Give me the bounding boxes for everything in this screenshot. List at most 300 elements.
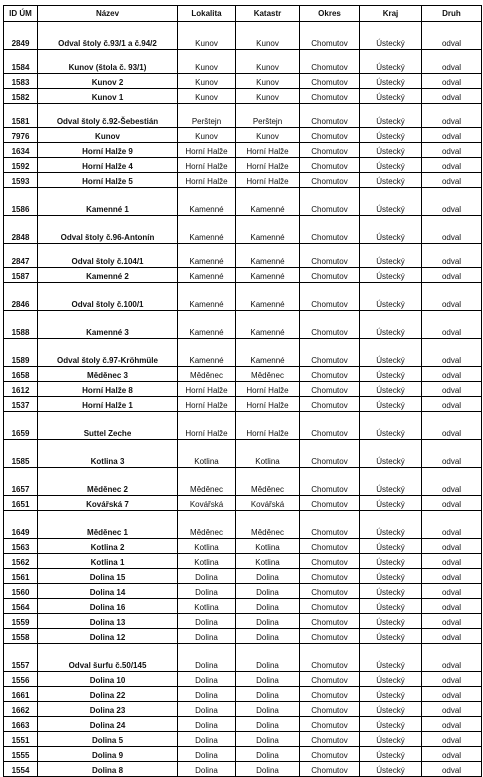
cell-kraj: Ústecký xyxy=(360,569,422,584)
cell-katastr: Kunov xyxy=(236,74,300,89)
cell-okres: Chomutov xyxy=(300,50,360,74)
table-row xyxy=(4,732,482,747)
cell-katastr: Horní Halže xyxy=(236,412,300,440)
cell-kraj: Ústecký xyxy=(360,629,422,644)
cell-okres: Chomutov xyxy=(300,584,360,599)
cell-kraj: Ústecký xyxy=(360,511,422,539)
cell-kraj: Ústecký xyxy=(360,599,422,614)
cell-id: 1583 xyxy=(4,74,38,89)
cell-kraj: Ústecký xyxy=(360,539,422,554)
cell-id: 1556 xyxy=(4,672,38,687)
cell-kraj: Ústecký xyxy=(360,339,422,367)
cell-druh: odval xyxy=(422,128,482,143)
cell-druh: odval xyxy=(422,599,482,614)
cell-katastr: Kamenné xyxy=(236,188,300,216)
cell-id: 1581 xyxy=(4,104,38,128)
table-row xyxy=(4,216,482,244)
table-row xyxy=(4,539,482,554)
cell-druh: odval xyxy=(422,762,482,777)
cell-katastr: Dolina xyxy=(236,599,300,614)
cell-id: 1649 xyxy=(4,511,38,539)
cell-nazev: Dolina 22 xyxy=(38,687,178,702)
cell-katastr: Kunov xyxy=(236,128,300,143)
cell-kraj: Ústecký xyxy=(360,717,422,732)
cell-lokalita: Měděnec xyxy=(178,367,236,382)
cell-druh: odval xyxy=(422,687,482,702)
cell-katastr: Kunov xyxy=(236,89,300,104)
cell-nazev: Kunov (štola č. 93/1) xyxy=(38,50,178,74)
cell-id: 1661 xyxy=(4,687,38,702)
column-header-id: ID ÚM xyxy=(4,6,38,22)
cell-katastr: Kamenné xyxy=(236,244,300,268)
cell-id: 2849 xyxy=(4,22,38,50)
cell-id: 1662 xyxy=(4,702,38,717)
cell-nazev: Dolina 9 xyxy=(38,747,178,762)
column-header-okres: Okres xyxy=(300,6,360,22)
cell-lokalita: Horní Halže xyxy=(178,412,236,440)
cell-okres: Chomutov xyxy=(300,22,360,50)
cell-kraj: Ústecký xyxy=(360,762,422,777)
cell-id: 1592 xyxy=(4,158,38,173)
cell-okres: Chomutov xyxy=(300,717,360,732)
cell-lokalita: Kamenné xyxy=(178,188,236,216)
cell-nazev: Suttel Zeche xyxy=(38,412,178,440)
cell-nazev: Dolina 8 xyxy=(38,762,178,777)
cell-nazev: Dolina 23 xyxy=(38,702,178,717)
cell-kraj: Ústecký xyxy=(360,104,422,128)
cell-kraj: Ústecký xyxy=(360,440,422,468)
table-row xyxy=(4,644,482,672)
table-row xyxy=(4,629,482,644)
column-header-nazev: Název xyxy=(38,6,178,22)
cell-druh: odval xyxy=(422,216,482,244)
cell-kraj: Ústecký xyxy=(360,173,422,188)
column-header-druh: Druh xyxy=(422,6,482,22)
cell-okres: Chomutov xyxy=(300,283,360,311)
cell-okres: Chomutov xyxy=(300,732,360,747)
cell-lokalita: Kunov xyxy=(178,22,236,50)
cell-okres: Chomutov xyxy=(300,173,360,188)
cell-okres: Chomutov xyxy=(300,89,360,104)
cell-id: 1634 xyxy=(4,143,38,158)
cell-lokalita: Kunov xyxy=(178,89,236,104)
cell-katastr: Kamenné xyxy=(236,339,300,367)
cell-lokalita: Horní Halže xyxy=(178,397,236,412)
cell-okres: Chomutov xyxy=(300,569,360,584)
cell-katastr: Kunov xyxy=(236,50,300,74)
cell-kraj: Ústecký xyxy=(360,367,422,382)
cell-katastr: Měděnec xyxy=(236,468,300,496)
data-table xyxy=(3,5,482,777)
cell-druh: odval xyxy=(422,672,482,687)
table-row xyxy=(4,74,482,89)
cell-id: 7976 xyxy=(4,128,38,143)
cell-id: 1588 xyxy=(4,311,38,339)
cell-katastr: Dolina xyxy=(236,762,300,777)
cell-katastr: Kamenné xyxy=(236,283,300,311)
table-row xyxy=(4,614,482,629)
cell-druh: odval xyxy=(422,339,482,367)
cell-kraj: Ústecký xyxy=(360,158,422,173)
cell-kraj: Ústecký xyxy=(360,554,422,569)
table-row xyxy=(4,599,482,614)
cell-lokalita: Kotlina xyxy=(178,539,236,554)
cell-katastr: Kunov xyxy=(236,22,300,50)
cell-kraj: Ústecký xyxy=(360,382,422,397)
cell-lokalita: Dolina xyxy=(178,702,236,717)
cell-id: 1658 xyxy=(4,367,38,382)
cell-katastr: Kotlina xyxy=(236,440,300,468)
cell-nazev: Dolina 16 xyxy=(38,599,178,614)
cell-nazev: Odval štoly č.100/1 xyxy=(38,283,178,311)
cell-okres: Chomutov xyxy=(300,539,360,554)
cell-katastr: Kamenné xyxy=(236,311,300,339)
cell-lokalita: Kamenné xyxy=(178,339,236,367)
cell-id: 1537 xyxy=(4,397,38,412)
cell-nazev: Horní Halže 4 xyxy=(38,158,178,173)
cell-katastr: Dolina xyxy=(236,747,300,762)
cell-id: 2846 xyxy=(4,283,38,311)
cell-okres: Chomutov xyxy=(300,128,360,143)
cell-nazev: Kotlina 1 xyxy=(38,554,178,569)
column-header-kraj: Kraj xyxy=(360,6,422,22)
cell-okres: Chomutov xyxy=(300,216,360,244)
cell-lokalita: Měděnec xyxy=(178,511,236,539)
cell-okres: Chomutov xyxy=(300,104,360,128)
cell-lokalita: Dolina xyxy=(178,717,236,732)
cell-nazev: Kamenné 2 xyxy=(38,268,178,283)
cell-id: 1587 xyxy=(4,268,38,283)
cell-katastr: Dolina xyxy=(236,732,300,747)
cell-druh: odval xyxy=(422,629,482,644)
cell-okres: Chomutov xyxy=(300,554,360,569)
cell-id: 1585 xyxy=(4,440,38,468)
table-row xyxy=(4,554,482,569)
cell-katastr: Kovářská xyxy=(236,496,300,511)
cell-okres: Chomutov xyxy=(300,188,360,216)
cell-id: 1582 xyxy=(4,89,38,104)
cell-lokalita: Kotlina xyxy=(178,554,236,569)
cell-lokalita: Kunov xyxy=(178,50,236,74)
cell-okres: Chomutov xyxy=(300,702,360,717)
cell-lokalita: Kotlina xyxy=(178,440,236,468)
cell-katastr: Horní Halže xyxy=(236,143,300,158)
table-row xyxy=(4,702,482,717)
cell-katastr: Horní Halže xyxy=(236,158,300,173)
cell-druh: odval xyxy=(422,283,482,311)
cell-druh: odval xyxy=(422,412,482,440)
cell-id: 1584 xyxy=(4,50,38,74)
cell-okres: Chomutov xyxy=(300,440,360,468)
cell-lokalita: Kamenné xyxy=(178,216,236,244)
cell-okres: Chomutov xyxy=(300,397,360,412)
cell-id: 1555 xyxy=(4,747,38,762)
table-row xyxy=(4,268,482,283)
cell-nazev: Dolina 15 xyxy=(38,569,178,584)
cell-druh: odval xyxy=(422,440,482,468)
cell-druh: odval xyxy=(422,104,482,128)
table-row xyxy=(4,382,482,397)
table-row xyxy=(4,397,482,412)
cell-katastr: Dolina xyxy=(236,629,300,644)
cell-okres: Chomutov xyxy=(300,244,360,268)
cell-okres: Chomutov xyxy=(300,747,360,762)
cell-kraj: Ústecký xyxy=(360,732,422,747)
cell-katastr: Kotlina xyxy=(236,539,300,554)
cell-kraj: Ústecký xyxy=(360,311,422,339)
cell-id: 1589 xyxy=(4,339,38,367)
cell-kraj: Ústecký xyxy=(360,412,422,440)
table-row xyxy=(4,496,482,511)
cell-katastr: Dolina xyxy=(236,569,300,584)
cell-nazev: Horní Halže 5 xyxy=(38,173,178,188)
cell-okres: Chomutov xyxy=(300,762,360,777)
cell-katastr: Dolina xyxy=(236,584,300,599)
cell-druh: odval xyxy=(422,614,482,629)
cell-kraj: Ústecký xyxy=(360,687,422,702)
cell-katastr: Horní Halže xyxy=(236,173,300,188)
cell-id: 1659 xyxy=(4,412,38,440)
cell-druh: odval xyxy=(422,158,482,173)
cell-kraj: Ústecký xyxy=(360,188,422,216)
cell-kraj: Ústecký xyxy=(360,268,422,283)
cell-lokalita: Kunov xyxy=(178,74,236,89)
cell-okres: Chomutov xyxy=(300,367,360,382)
cell-okres: Chomutov xyxy=(300,339,360,367)
cell-okres: Chomutov xyxy=(300,672,360,687)
column-header-lokalita: Lokalita xyxy=(178,6,236,22)
cell-id: 1612 xyxy=(4,382,38,397)
cell-nazev: Odval štoly č.96-Antonín xyxy=(38,216,178,244)
cell-druh: odval xyxy=(422,554,482,569)
cell-druh: odval xyxy=(422,511,482,539)
cell-nazev: Kunov xyxy=(38,128,178,143)
cell-druh: odval xyxy=(422,173,482,188)
cell-druh: odval xyxy=(422,496,482,511)
table-row xyxy=(4,188,482,216)
cell-lokalita: Dolina xyxy=(178,672,236,687)
cell-kraj: Ústecký xyxy=(360,672,422,687)
cell-kraj: Ústecký xyxy=(360,216,422,244)
cell-lokalita: Dolina xyxy=(178,584,236,599)
cell-lokalita: Horní Halže xyxy=(178,173,236,188)
cell-okres: Chomutov xyxy=(300,268,360,283)
table-row xyxy=(4,687,482,702)
cell-lokalita: Perštejn xyxy=(178,104,236,128)
cell-nazev: Měděnec 2 xyxy=(38,468,178,496)
cell-druh: odval xyxy=(422,539,482,554)
cell-katastr: Dolina xyxy=(236,644,300,672)
cell-druh: odval xyxy=(422,732,482,747)
cell-druh: odval xyxy=(422,569,482,584)
cell-katastr: Kamenné xyxy=(236,268,300,283)
cell-okres: Chomutov xyxy=(300,496,360,511)
cell-id: 1560 xyxy=(4,584,38,599)
cell-kraj: Ústecký xyxy=(360,614,422,629)
cell-nazev: Odval štoly č.97-Kröhmüle xyxy=(38,339,178,367)
cell-lokalita: Dolina xyxy=(178,687,236,702)
cell-id: 1663 xyxy=(4,717,38,732)
table-body xyxy=(4,22,482,777)
table-row xyxy=(4,440,482,468)
table-row xyxy=(4,50,482,74)
table-row xyxy=(4,367,482,382)
cell-katastr: Měděnec xyxy=(236,367,300,382)
cell-kraj: Ústecký xyxy=(360,702,422,717)
cell-nazev: Kunov 1 xyxy=(38,89,178,104)
cell-druh: odval xyxy=(422,382,482,397)
cell-id: 1593 xyxy=(4,173,38,188)
cell-katastr: Dolina xyxy=(236,614,300,629)
cell-id: 1563 xyxy=(4,539,38,554)
cell-katastr: Dolina xyxy=(236,702,300,717)
cell-lokalita: Dolina xyxy=(178,629,236,644)
cell-lokalita: Dolina xyxy=(178,614,236,629)
cell-okres: Chomutov xyxy=(300,687,360,702)
cell-okres: Chomutov xyxy=(300,629,360,644)
cell-druh: odval xyxy=(422,702,482,717)
cell-okres: Chomutov xyxy=(300,158,360,173)
cell-kraj: Ústecký xyxy=(360,468,422,496)
table-row xyxy=(4,762,482,777)
cell-kraj: Ústecký xyxy=(360,22,422,50)
table-row xyxy=(4,569,482,584)
cell-druh: odval xyxy=(422,468,482,496)
cell-druh: odval xyxy=(422,717,482,732)
table-row xyxy=(4,412,482,440)
cell-lokalita: Kamenné xyxy=(178,283,236,311)
table-row xyxy=(4,22,482,50)
header-row xyxy=(4,6,482,22)
cell-id: 2848 xyxy=(4,216,38,244)
cell-nazev: Odval štoly č.92-Šebestián xyxy=(38,104,178,128)
cell-nazev: Kotlina 3 xyxy=(38,440,178,468)
cell-id: 1551 xyxy=(4,732,38,747)
cell-id: 1554 xyxy=(4,762,38,777)
cell-kraj: Ústecký xyxy=(360,496,422,511)
table-row xyxy=(4,173,482,188)
table-row xyxy=(4,89,482,104)
cell-nazev: Dolina 10 xyxy=(38,672,178,687)
cell-druh: odval xyxy=(422,143,482,158)
cell-id: 1561 xyxy=(4,569,38,584)
cell-katastr: Měděnec xyxy=(236,511,300,539)
cell-lokalita: Horní Halže xyxy=(178,143,236,158)
cell-lokalita: Měděnec xyxy=(178,468,236,496)
table-row xyxy=(4,584,482,599)
cell-okres: Chomutov xyxy=(300,382,360,397)
table-row xyxy=(4,158,482,173)
cell-druh: odval xyxy=(422,644,482,672)
cell-druh: odval xyxy=(422,22,482,50)
cell-katastr: Dolina xyxy=(236,687,300,702)
cell-lokalita: Dolina xyxy=(178,569,236,584)
table-row xyxy=(4,128,482,143)
cell-lokalita: Dolina xyxy=(178,762,236,777)
cell-druh: odval xyxy=(422,188,482,216)
cell-okres: Chomutov xyxy=(300,511,360,539)
cell-druh: odval xyxy=(422,747,482,762)
cell-kraj: Ústecký xyxy=(360,584,422,599)
table-row xyxy=(4,143,482,158)
table-row xyxy=(4,511,482,539)
cell-katastr: Kotlina xyxy=(236,554,300,569)
cell-lokalita: Kamenné xyxy=(178,311,236,339)
cell-id: 1559 xyxy=(4,614,38,629)
cell-druh: odval xyxy=(422,397,482,412)
cell-okres: Chomutov xyxy=(300,468,360,496)
cell-nazev: Měděnec 1 xyxy=(38,511,178,539)
cell-id: 1562 xyxy=(4,554,38,569)
cell-okres: Chomutov xyxy=(300,644,360,672)
cell-katastr: Dolina xyxy=(236,717,300,732)
cell-nazev: Horní Halže 8 xyxy=(38,382,178,397)
cell-nazev: Odval štoly č.93/1 a č.94/2 xyxy=(38,22,178,50)
cell-id: 1657 xyxy=(4,468,38,496)
cell-lokalita: Dolina xyxy=(178,732,236,747)
cell-katastr: Kamenné xyxy=(236,216,300,244)
cell-katastr: Perštejn xyxy=(236,104,300,128)
cell-druh: odval xyxy=(422,74,482,89)
cell-kraj: Ústecký xyxy=(360,50,422,74)
cell-id: 1586 xyxy=(4,188,38,216)
cell-nazev: Dolina 5 xyxy=(38,732,178,747)
cell-nazev: Kovářská 7 xyxy=(38,496,178,511)
table-row xyxy=(4,468,482,496)
cell-lokalita: Kovářská xyxy=(178,496,236,511)
cell-druh: odval xyxy=(422,89,482,104)
cell-nazev: Kamenné 3 xyxy=(38,311,178,339)
cell-okres: Chomutov xyxy=(300,74,360,89)
cell-nazev: Dolina 24 xyxy=(38,717,178,732)
cell-nazev: Kunov 2 xyxy=(38,74,178,89)
table-row xyxy=(4,311,482,339)
table-row xyxy=(4,747,482,762)
cell-nazev: Horní Halže 9 xyxy=(38,143,178,158)
cell-id: 1557 xyxy=(4,644,38,672)
cell-nazev: Kamenné 1 xyxy=(38,188,178,216)
table-row xyxy=(4,339,482,367)
cell-katastr: Horní Halže xyxy=(236,382,300,397)
cell-okres: Chomutov xyxy=(300,599,360,614)
cell-kraj: Ústecký xyxy=(360,244,422,268)
cell-nazev: Odval šurfu č.50/145 xyxy=(38,644,178,672)
cell-kraj: Ústecký xyxy=(360,397,422,412)
cell-druh: odval xyxy=(422,367,482,382)
cell-nazev: Dolina 12 xyxy=(38,629,178,644)
cell-kraj: Ústecký xyxy=(360,128,422,143)
cell-id: 2847 xyxy=(4,244,38,268)
cell-lokalita: Dolina xyxy=(178,644,236,672)
cell-nazev: Horní Halže 1 xyxy=(38,397,178,412)
table-row xyxy=(4,244,482,268)
cell-nazev: Měděnec 3 xyxy=(38,367,178,382)
cell-okres: Chomutov xyxy=(300,311,360,339)
table-header xyxy=(4,6,482,22)
cell-druh: odval xyxy=(422,268,482,283)
cell-id: 1651 xyxy=(4,496,38,511)
cell-kraj: Ústecký xyxy=(360,283,422,311)
cell-lokalita: Kunov xyxy=(178,128,236,143)
cell-druh: odval xyxy=(422,244,482,268)
cell-kraj: Ústecký xyxy=(360,747,422,762)
cell-nazev: Dolina 13 xyxy=(38,614,178,629)
cell-katastr: Dolina xyxy=(236,672,300,687)
cell-okres: Chomutov xyxy=(300,614,360,629)
cell-katastr: Horní Halže xyxy=(236,397,300,412)
cell-lokalita: Kamenné xyxy=(178,268,236,283)
cell-lokalita: Dolina xyxy=(178,747,236,762)
